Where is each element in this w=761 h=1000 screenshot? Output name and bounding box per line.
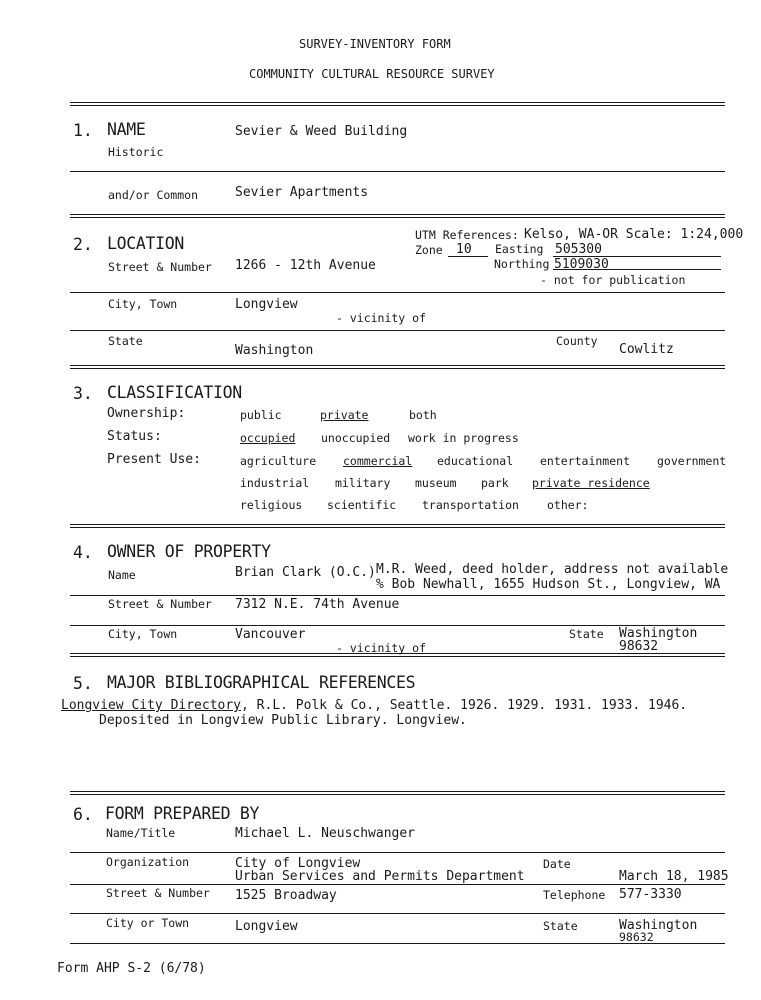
street-number-value: 1266 - 12th Avenue (235, 258, 376, 273)
state-label: State (108, 334, 143, 348)
reference-title: Longview City Directory (61, 698, 242, 713)
date-value: March 18, 1985 (619, 869, 729, 884)
section-number: 2. (73, 235, 93, 254)
vicinity-of: - vicinity of (336, 311, 427, 325)
state-value: Washington (235, 343, 314, 358)
status-label: Status: (107, 429, 162, 444)
organization-label: Organization (106, 855, 190, 869)
use-private-residence-selected: private residence (532, 476, 650, 490)
utm-references-label: UTM References: (415, 228, 519, 242)
use-scientific: scientific (327, 498, 397, 512)
zone-value: 10 (456, 242, 472, 257)
section-heading-owner: OWNER OF PROPERTY (107, 542, 271, 561)
field-underline (553, 269, 721, 270)
utm-references-value: Kelso, WA-OR Scale: 1:24,000 (524, 227, 744, 242)
not-for-publication: - not for publication (540, 273, 686, 287)
owner-name-label: Name (108, 568, 136, 582)
use-museum: museum (415, 476, 457, 490)
preparer-zip-value: 98632 (619, 930, 654, 944)
ownership-both: both (409, 408, 437, 422)
divider (70, 913, 725, 914)
easting-label: Easting (495, 242, 544, 256)
section-heading-prepared-by: FORM PREPARED BY (105, 804, 260, 823)
divider (70, 171, 725, 172)
divider (70, 884, 725, 885)
street-number-label: Street & Number (108, 260, 212, 274)
historic-label: Historic (108, 145, 164, 159)
owner-city-label: City, Town (108, 627, 178, 641)
form-id: Form AHP S-2 (6/78) (57, 961, 206, 976)
reference-details: , R.L. Polk & Co., Seattle. 1926. 1929. 1931. 1933. 1946. (241, 698, 688, 713)
divider (70, 214, 725, 218)
owner-name-value: Brian Clark (O.C.) (235, 565, 376, 580)
use-entertainment: entertainment (540, 454, 631, 468)
owner-note-line1: M.R. Weed, deed holder, address not available (376, 562, 729, 577)
use-religious: religious (240, 498, 303, 512)
section-heading-classification: CLASSIFICATION (107, 383, 242, 402)
northing-value: 5109030 (554, 257, 609, 272)
status-occupied-selected: occupied (240, 431, 296, 445)
form-subtitle: COMMUNITY CULTURAL RESOURCE SURVEY (249, 67, 495, 81)
owner-state-label: State (569, 627, 604, 641)
owner-street-value: 7312 N.E. 74th Avenue (235, 597, 400, 612)
divider (70, 852, 725, 853)
field-underline (448, 256, 488, 257)
section-number: 5. (73, 674, 93, 693)
use-educational: educational (437, 454, 514, 468)
owner-note-line2: % Bob Newhall, 1655 Hudson St., Longview, WA (376, 577, 721, 592)
divider (70, 330, 725, 331)
common-name-label: and/or Common (108, 188, 199, 202)
preparer-street-value: 1525 Broadway (235, 888, 337, 903)
present-use-label: Present Use: (107, 452, 201, 467)
reference-line2: Deposited in Longview Public Library. Longview. (99, 713, 467, 728)
section-number: 6. (73, 805, 93, 824)
section-heading-name: NAME (107, 120, 146, 139)
use-government: government (657, 454, 727, 468)
organization-value-line1: City of Longview (235, 856, 361, 871)
city-town-label: City, Town (108, 297, 178, 311)
divider (70, 791, 725, 795)
divider (70, 595, 725, 596)
easting-value: 505300 (555, 242, 602, 257)
northing-label: Northing (494, 257, 550, 271)
preparer-street-label: Street & Number (106, 886, 210, 900)
preparer-name-label: Name/Title (106, 826, 176, 840)
zone-label: Zone (415, 243, 443, 257)
ownership-private-selected: private (320, 408, 369, 422)
use-agriculture: agriculture (240, 454, 317, 468)
ownership-label: Ownership: (107, 406, 186, 421)
preparer-state-value: Washington (619, 918, 698, 933)
section-number: 1. (73, 121, 93, 140)
preparer-state-label: State (543, 919, 578, 933)
section-number: 4. (73, 543, 93, 562)
divider (70, 653, 725, 657)
section-number: 3. (73, 384, 93, 403)
organization-value-line2: Urban Services and Permits Department (235, 869, 525, 884)
common-name-value: Sevier Apartments (235, 185, 369, 200)
divider (70, 365, 725, 369)
owner-city-value: Vancouver (235, 627, 306, 642)
use-commercial-selected: commercial (343, 454, 413, 468)
owner-vicinity-of: - vicinity of (336, 641, 427, 655)
section-heading-location: LOCATION (107, 234, 185, 253)
section-heading-references: MAJOR BIBLIOGRAPHICAL REFERENCES (107, 673, 416, 692)
divider (70, 292, 725, 293)
preparer-city-label: City or Town (106, 916, 190, 930)
preparer-city-value: Longview (235, 919, 298, 934)
divider (70, 943, 725, 944)
use-industrial: industrial (240, 476, 310, 490)
historic-name-value: Sevier & Weed Building (235, 124, 408, 139)
county-value: Cowlitz (619, 342, 674, 357)
ownership-public: public (240, 408, 282, 422)
owner-zip-value: 98632 (619, 639, 659, 654)
divider (70, 102, 725, 106)
divider (70, 524, 725, 528)
county-label: County (556, 334, 598, 348)
date-label: Date (543, 857, 571, 871)
use-transportation: transportation (422, 498, 519, 512)
form-title: SURVEY-INVENTORY FORM (299, 37, 451, 51)
use-other: other: (547, 498, 589, 512)
status-unoccupied: unoccupied (321, 431, 391, 445)
telephone-value: 577-3330 (619, 887, 682, 902)
owner-street-label: Street & Number (108, 597, 212, 611)
telephone-label: Telephone (543, 888, 606, 902)
owner-state-value: Washington (619, 626, 698, 641)
use-military: military (335, 476, 391, 490)
preparer-name-value: Michael L. Neuschwanger (235, 826, 416, 841)
reference-line1 (61, 699, 687, 713)
status-work-in-progress: work in progress (408, 431, 519, 445)
city-town-value: Longview (235, 297, 298, 312)
use-park: park (481, 476, 509, 490)
